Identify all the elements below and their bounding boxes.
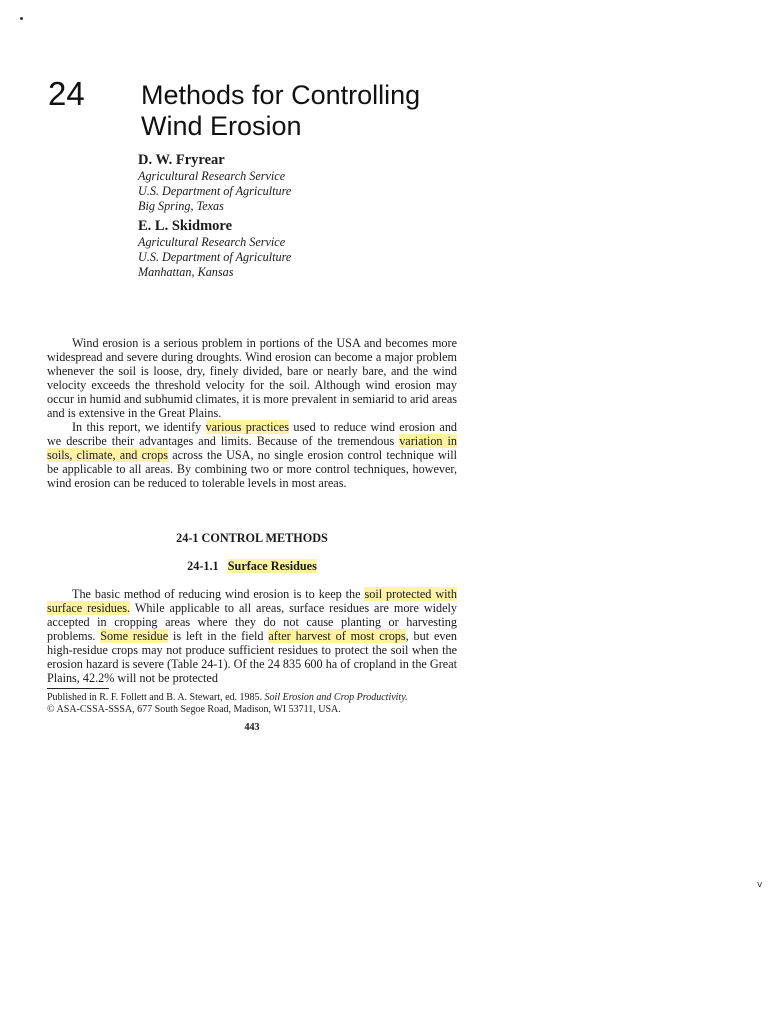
author-affiliation-line: Agricultural Research Service: [138, 235, 286, 249]
highlight: variation in soils, climate, and crops: [47, 434, 457, 462]
footnote: [47, 692, 467, 716]
text-run: across the USA, no single erosion control technique will be applicable to all areas. By combining two or more control techniques, however, wind erosion can be reduced to tolerable levels in most areas.: [47, 448, 457, 490]
intro-paragraph-2: [47, 420, 457, 490]
text-run: In this report, we identify: [72, 420, 206, 434]
author-1: [138, 152, 478, 214]
author-2: [138, 218, 478, 280]
author-block: [138, 152, 478, 284]
subsection-number: 24-1.1: [187, 559, 219, 573]
intro-text: [47, 336, 457, 490]
chapter-title-line1: Methods for Controlling: [141, 80, 421, 110]
text-run: Published in R. F. Follett and B. A. Stewart, ed. 1985.: [47, 692, 265, 703]
author-affiliation-line: U.S. Department of Agriculture: [138, 184, 292, 198]
highlight: Some residue: [100, 629, 169, 643]
subsection-title: Surface Residues: [227, 559, 317, 573]
section-body: [47, 587, 457, 685]
section-paragraph: [47, 587, 457, 685]
author-name: D. W. Fryrear: [138, 152, 225, 168]
section-heading: 24-1 CONTROL METHODS: [176, 531, 328, 545]
author-affiliation-line: Agricultural Research Service: [138, 169, 286, 183]
footnote-line-2: © ASA-CSSA-SSSA, 677 South Segoe Road, Madison, WI 53711, USA.: [47, 704, 341, 715]
chapter-title: [141, 80, 561, 142]
author-affiliation-line: Big Spring, Texas: [138, 199, 224, 213]
text-run: used to reduce wind erosion and we describe their advantages and limits. Because of the tremendous: [47, 420, 458, 448]
chapter-title-line2: Wind Erosion: [141, 111, 302, 141]
highlight: various practices: [205, 420, 290, 434]
highlight: after harvest of most crops: [268, 629, 406, 643]
text-run: , but even high-residue crops may not produce sufficient residues to protect the soil when the erosion hazard is severe (Table 24-1). Of the 24 835 600 ha of cropland in the Great Plains, 42.2% will not be protected: [47, 629, 457, 685]
footnote-line-1: [47, 692, 467, 704]
chapter-number: 24: [48, 75, 85, 112]
page-number: 443: [244, 722, 260, 733]
scan-speck: v: [757, 880, 763, 890]
highlight: soil protected with surface residues.: [47, 587, 457, 615]
author-affiliation-line: U.S. Department of Agriculture: [138, 250, 292, 264]
author-affiliation-line: Manhattan, Kansas: [138, 265, 234, 279]
intro-paragraph-1: Wind erosion is a serious problem in portions of the USA and becomes more widespread and severe during droughts. Wind erosion can become a major problem whenever the soil is loose, dry, finely divided, bare or nearly bare, and the wind velocity exceeds the threshold velocity for the soil. Although wind erosion may occur in humid and subhumid climates, it is more prevalent in semiarid to arid areas and is extensive in the Great Plains.: [47, 336, 457, 420]
scan-speck: [20, 17, 23, 20]
text-run: The basic method of reducing wind erosion is to keep the: [72, 587, 365, 601]
footnote-rule: [47, 688, 109, 689]
subsection-heading: [47, 559, 457, 574]
text-run: While applicable to all areas, surface residues are more widely accepted in cropping areas where they do not cause planting or harvesting problems.: [47, 601, 457, 643]
text-run: is left in the field: [168, 629, 269, 643]
book-title: Soil Erosion and Crop Productivity.: [264, 692, 408, 703]
author-name: E. L. Skidmore: [138, 218, 233, 234]
